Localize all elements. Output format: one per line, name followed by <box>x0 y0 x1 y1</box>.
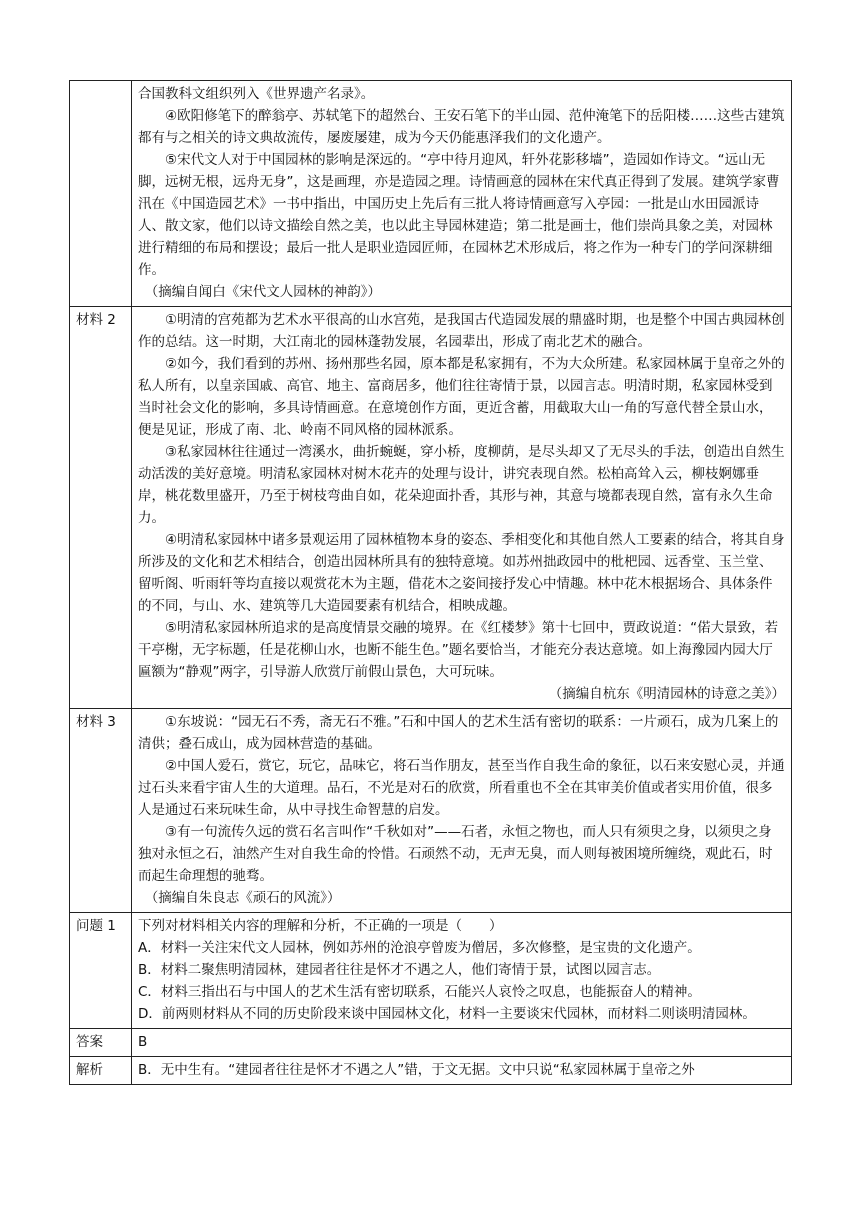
row-material-2 <box>70 307 792 709</box>
row-label: 材料 3 <box>70 709 132 913</box>
paragraph: ③私家园林往往通过一湾溪水，曲折蜿蜒，穿小桥，度柳荫，是尽头却又了无尽头的手法，创造出自然生动活泼的美好意境。明清私家园林对树木花卉的处理与设计，讲究表现自然。松柏高耸入云，柳枝婀娜垂岸，桃花数里盛开，乃至于树枝弯曲自如，花朵迎面扑香，其形与神，其意与境都表现自然，富有永久生命力。 <box>138 444 785 526</box>
row-question-1 <box>70 913 792 1029</box>
paragraph: ③有一句流传久远的赏石名言叫作“千秋如对”——石者，永恒之物也，而人只有须臾之身，以须臾之身独对永恒之石，油然产生对自我生命的怜惜。石顽然不动，无声无臭，而人则每被困境所缠绕，观此石，时而起生命理想的驰骛。 <box>138 824 773 884</box>
option-d: D．前两则材料从不同的历史阶段来谈中国园林文化，材料一主要谈宋代园林，而材料二则谈明清园林。 <box>138 1006 756 1022</box>
row-label: 问题 1 <box>70 913 132 1029</box>
paragraph: 合国教科文组织列入《世界遗产名录》。 <box>138 86 375 102</box>
paragraph: ④欧阳修笔下的醉翁亭、苏轼笔下的超然台、王安石笔下的半山园、范仲淹笔下的岳阳楼……这些古建筑都有与之相关的诗文典故流传，屡废屡建，成为今天仍能惠泽我们的文化遗产。 <box>138 108 785 146</box>
row-label: 材料 2 <box>70 307 132 709</box>
row-material-3 <box>70 709 792 913</box>
paragraph: ②如今，我们看到的苏州、扬州那些名园，原本都是私家拥有，不为大众所建。私家园林属于皇帝之外的私人所有，以皇亲国戚、高官、地主、富商居多，他们往往寄情于景，以园言志。明清时期，私家园林受到当时社会文化的影响，多具诗情画意。在意境创作方面，更近含蓄，用截取大山一角的写意代替全景山水，便是见证，形成了南、北、岭南不同风格的园林派系。 <box>138 356 785 438</box>
paragraph: ④明清私家园林中诸多景观运用了园林植物本身的姿态、季相变化和其他自然人工要素的结合，将其自身所涉及的文化和艺术相结合，创造出园林所具有的独特意境。如苏州拙政园中的枇杷园、远香堂、玉兰堂、留听阁、听雨轩等均直接以观赏花木为主题，借花木之姿间接抒发心中情趣。林中花木根据场合、具体条件的不同，与山、水、建筑等几大造园要素有机结合，相映成趣。 <box>138 532 785 614</box>
analysis-text: B．无中生有。“建园者往往是怀才不遇之人”错，于文无据。文中只说“私家园林属于皇帝之外 <box>132 1057 792 1085</box>
source-citation: （摘编自朱良志《顽石的风流》） <box>144 890 341 906</box>
paragraph: ②中国人爱石，赏它，玩它，品味它，将石当作朋友，甚至当作自我生命的象征，以石来安慰心灵，并通过石头来看宇宙人生的大道理。品石，不光是对石的欣赏，所看重也不全在其审美价值或者实用价值，很多人是通过石来玩味生命，从中寻找生命智慧的启发。 <box>138 758 785 818</box>
question-stem: 下列对材料相关内容的理解和分析，不正确的一项是（ ） <box>138 918 503 934</box>
row-material-1-continued <box>70 81 792 307</box>
paragraph: ①明清的宫苑都为艺术水平很高的山水宫苑，是我国古代造园发展的鼎盛时期，也是整个中国古典园林创作的总结。这一时期，大江南北的园林蓬勃发展，名园辈出，形成了南北艺术的融合。 <box>138 312 785 350</box>
row-label <box>70 81 132 307</box>
source-citation: （摘编自杭东《明清园林的诗意之美》） <box>548 686 785 702</box>
question-table <box>69 80 792 1085</box>
paragraph: ①东坡说：“园无石不秀，斋无石不雅。”石和中国人的艺术生活有密切的联系：一片顽石，成为几案上的清供；叠石成山，成为园林营造的基础。 <box>138 714 779 752</box>
material-2-content <box>132 307 792 709</box>
row-analysis <box>70 1057 792 1085</box>
option-b: B．材料二聚焦明清园林，建园者往往是怀才不遇之人，他们寄情于景，试图以园言志。 <box>138 962 661 978</box>
row-label: 解析 <box>70 1057 132 1085</box>
answer-text: B <box>132 1029 792 1057</box>
option-a: A．材料一关注宋代文人园林，例如苏州的沧浪亭曾废为僧居，多次修整，是宝贵的文化遗产。 <box>138 940 701 956</box>
material-1-content <box>132 81 792 307</box>
row-answer <box>70 1029 792 1057</box>
row-label: 答案 <box>70 1029 132 1057</box>
option-c: C．材料三指出石与中国人的艺术生活有密切联系，石能兴人哀怜之叹息，也能振奋人的精神。 <box>138 984 701 1000</box>
source-citation: （摘编自闻白《宋代文人园林的神韵》） <box>144 284 381 300</box>
paragraph: ⑤明清私家园林所追求的是高度情景交融的境界。在《红楼梦》第十七回中，贾政说道：“偌大景致，若干亭榭，无字标题，任是花柳山水，也断不能生色。”题名要恰当，才能充分表达意境。如上海豫园内园大厅匾额为“静观”两字，引导游人欣赏厅前假山景色，大可玩味。 <box>138 620 779 680</box>
paragraph: ⑤宋代文人对于中国园林的影响是深远的。“亭中待月迎风，轩外花影移墙”，造园如作诗文。“远山无脚，远树无根，远舟无身”，这是画理，亦是造园之理。诗情画意的园林在宋代真正得到了发展。建筑学家曹汛在《中国造园艺术》一书中指出，中国历史上先后有三批人将诗情画意写入亭园：一批是山水田园派诗人、散文家，他们以诗文描绘自然之美，也以此主导园林建造；第二批是画士，他们崇尚具象之美，对园林进行精细的布局和摆设；最后一批人是职业造园匠师，在园林艺术形成后，将之作为一种专门的学问深耕细作。 <box>138 152 780 278</box>
material-3-content <box>132 709 792 913</box>
question-content <box>132 913 792 1029</box>
